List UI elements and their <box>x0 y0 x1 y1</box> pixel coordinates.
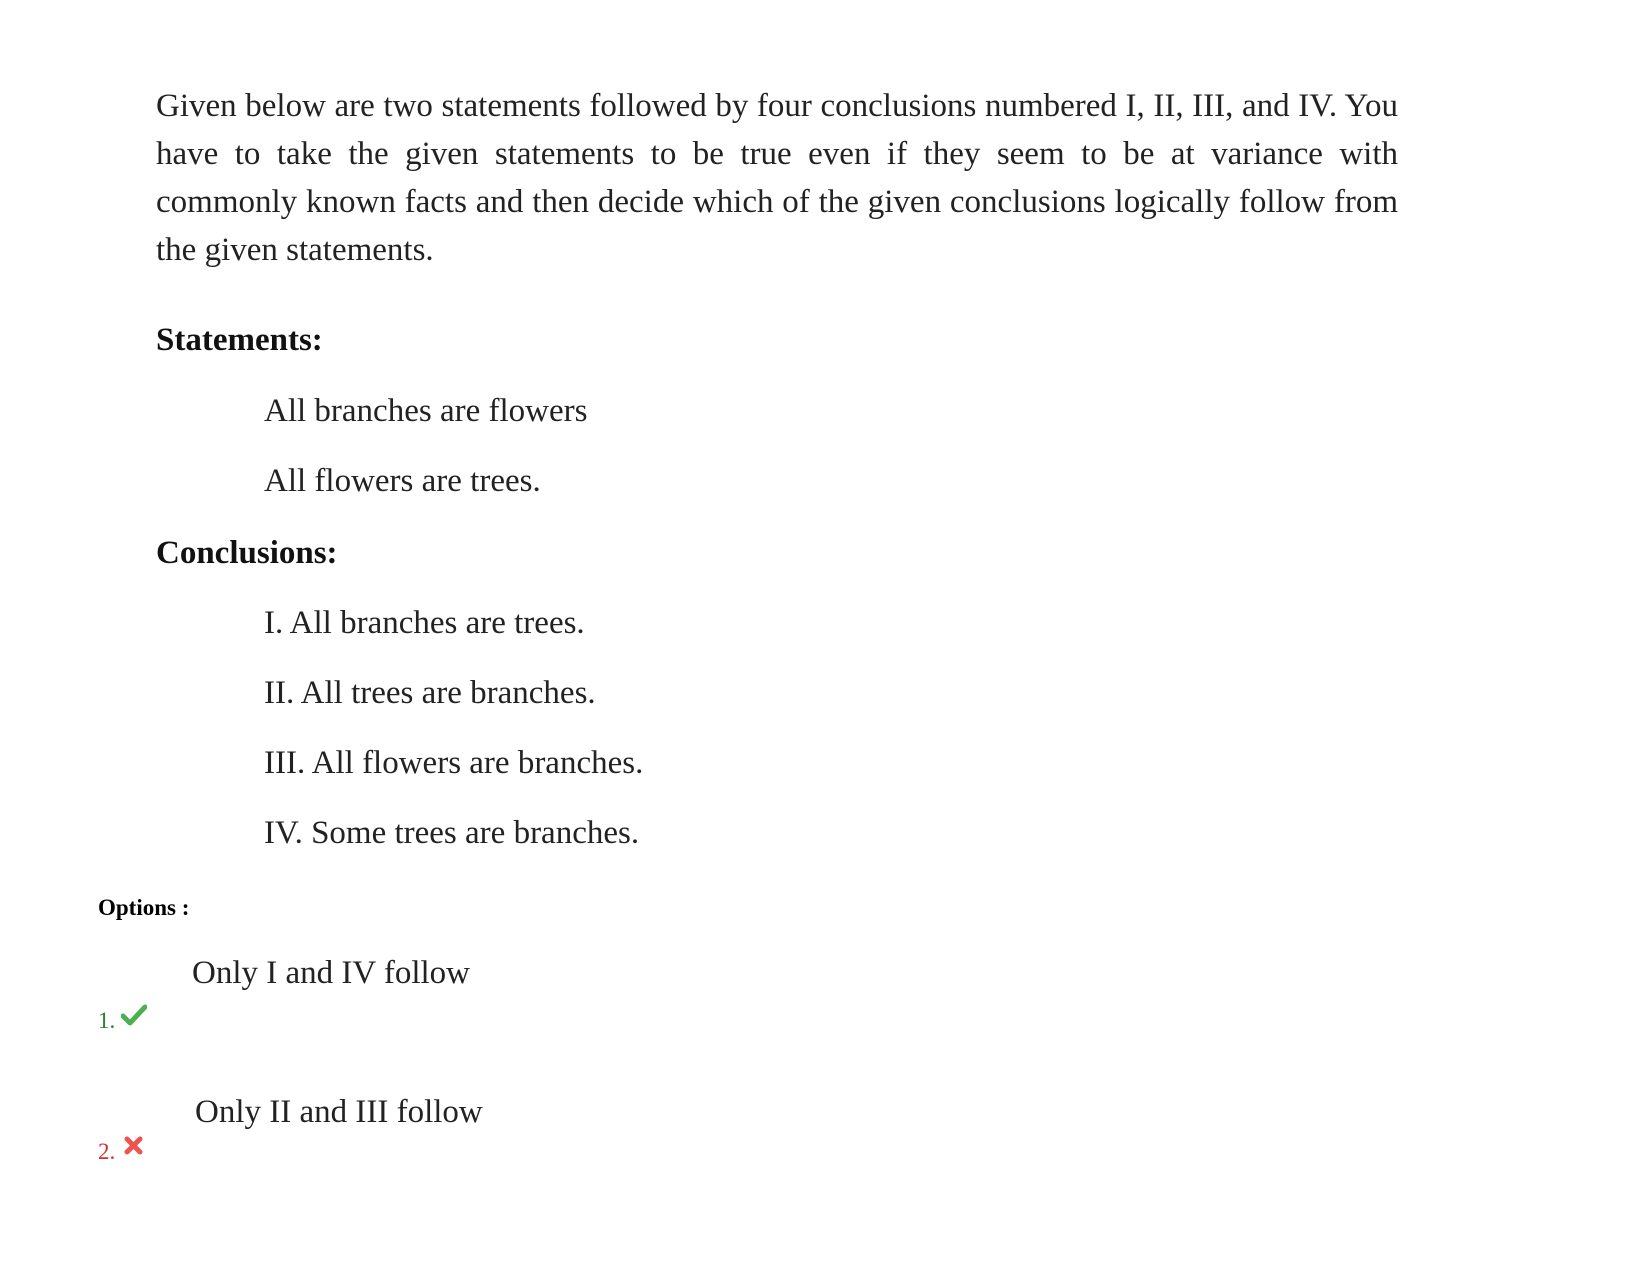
option-text[interactable]: Only I and IV follow <box>192 955 471 991</box>
conclusion-item: III. All flowers are branches. <box>264 745 644 781</box>
option-marker[interactable] <box>98 1139 147 1165</box>
conclusions-heading: Conclusions: <box>156 535 338 571</box>
statement-item: All flowers are trees. <box>264 463 541 499</box>
question-block <box>156 82 1398 274</box>
question-intro: Given below are two statements followed by four conclusions numbered I, II, III, and IV. You have to take the given statements to be true even if they seem to be at variance with commonly known facts and then decide which of the given conclusions logically follow from the given statements. <box>156 88 1398 268</box>
conclusion-item: IV. Some trees are branches. <box>264 815 640 851</box>
options-label: Options : <box>98 895 190 920</box>
cross-icon <box>121 1134 147 1158</box>
option-number: 2. <box>98 1139 116 1164</box>
check-icon <box>121 1003 147 1027</box>
conclusion-item: II. All trees are branches. <box>264 675 596 711</box>
conclusion-item: I. All branches are trees. <box>264 605 585 641</box>
statement-item: All branches are flowers <box>264 393 588 429</box>
option-marker[interactable] <box>98 1008 147 1034</box>
option-text[interactable]: Only II and III follow <box>195 1094 483 1130</box>
statements-heading: Statements: <box>156 322 323 358</box>
option-number: 1. <box>98 1008 116 1033</box>
